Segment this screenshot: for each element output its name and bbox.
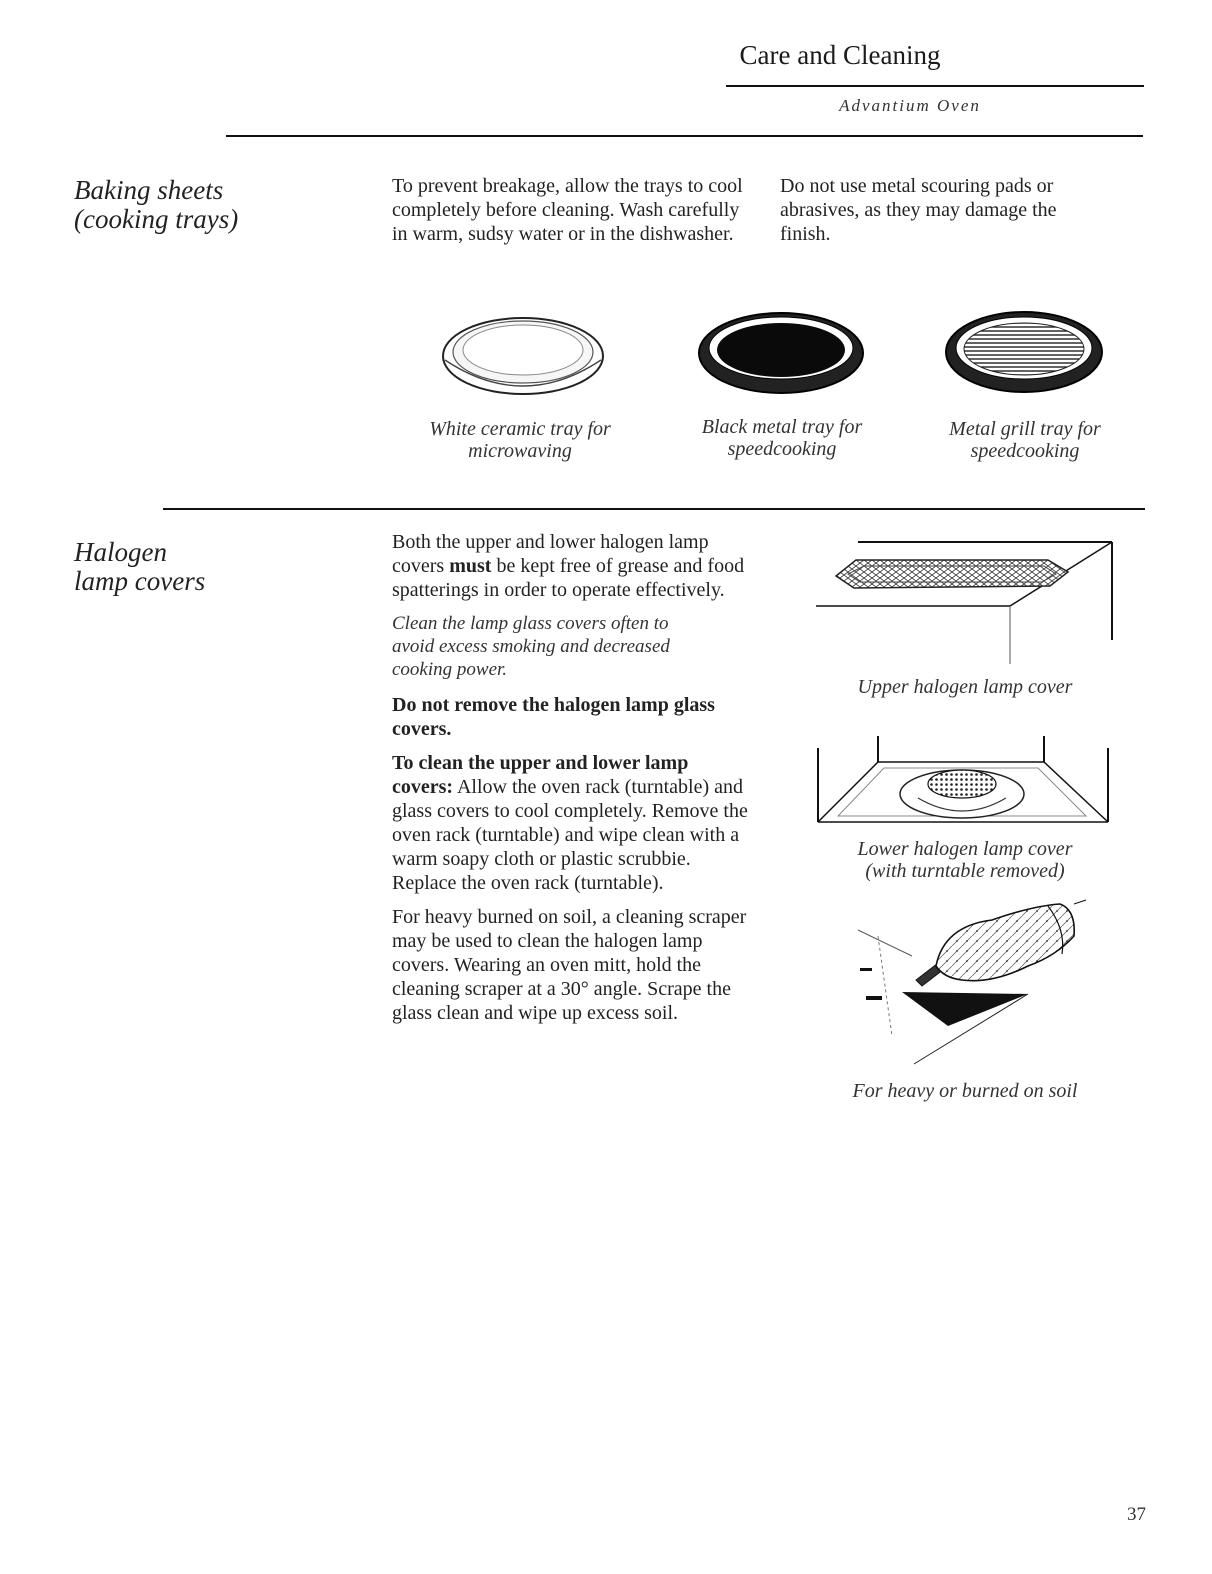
- halogen-paragraph-1: [392, 530, 752, 602]
- p1-text-a: Both the upper and lower halogen lamp covers: [392, 531, 709, 577]
- clean-heading: To clean the upper and lower lamp covers:: [392, 752, 689, 798]
- baking-text-col1: To prevent breakage, allow the trays to cool completely before cleaning. Wash carefully in warm, sudsy water or in the dishwasher.: [392, 175, 743, 245]
- halogen-warning: Do not remove the halogen lamp glass covers.: [392, 694, 715, 740]
- metal-grill-tray-image: [944, 305, 1104, 395]
- heavy-soil-caption: For heavy or burned on soil: [852, 1080, 1078, 1102]
- black-tray-caption-line1: Black metal tray for: [701, 416, 863, 438]
- page-number: 37: [1127, 1504, 1146, 1525]
- page-title: Care and Cleaning: [739, 40, 941, 70]
- grill-tray-caption-line1: Metal grill tray for: [949, 418, 1101, 440]
- upper-lamp-cover-image: [816, 536, 1116, 666]
- p1-must: must: [449, 555, 492, 577]
- top-rule: [226, 135, 1143, 137]
- white-ceramic-tray-image: [440, 308, 606, 398]
- halogen-note: Clean the lamp glass covers often to avoid excess smoking and decreased cooking power.: [392, 613, 670, 680]
- black-metal-tray-image: [696, 306, 866, 396]
- black-tray-caption: [664, 416, 900, 460]
- lower-lamp-cover-image: [814, 732, 1114, 832]
- section-divider: [163, 508, 1145, 510]
- oven-mitt-scraper-image: [852, 896, 1092, 1068]
- baking-sheets-heading: [74, 176, 334, 234]
- grill-tray-caption: [910, 418, 1140, 462]
- baking-heading-line1: Baking sheets: [74, 175, 224, 205]
- baking-heading-line2: (cooking trays): [74, 204, 239, 234]
- halogen-heading-line2: lamp covers: [74, 566, 206, 596]
- halogen-body: [392, 530, 752, 1025]
- white-tray-caption: [400, 418, 640, 462]
- halogen-heading-line1: Halogen: [74, 537, 167, 567]
- white-tray-caption-line2: microwaving: [468, 440, 572, 462]
- upper-lamp-caption: Upper halogen lamp cover: [857, 676, 1073, 698]
- grill-tray-caption-line2: speedcooking: [970, 440, 1080, 462]
- halogen-heading: [74, 538, 324, 596]
- white-tray-caption-line1: White ceramic tray for: [429, 418, 611, 440]
- black-tray-caption-line2: speedcooking: [727, 438, 837, 460]
- page-subtitle: Advantium Oven: [839, 96, 981, 115]
- halogen-clean-paragraph: [392, 751, 752, 895]
- clean-text: Allow the oven rack (turntable) and glass covers to cool completely. Remove the oven rack (turntable) and wipe clean with a warm soapy cloth or plastic scrubbie. Replace the oven rack (turntable).: [392, 776, 748, 894]
- lower-lamp-caption-line2: (with turntable removed): [865, 860, 1065, 882]
- lower-lamp-caption-line1: Lower halogen lamp cover: [857, 838, 1073, 860]
- header-rule: [726, 85, 1144, 87]
- p1-text-b: be kept free of grease and food spatterings in order to operate effectively.: [392, 555, 745, 601]
- baking-text-col2: Do not use metal scouring pads or abrasives, as they may damage the finish.: [780, 175, 1057, 245]
- lower-lamp-caption: [820, 838, 1110, 882]
- halogen-heavy-paragraph: For heavy burned on soil, a cleaning scraper may be used to clean the halogen lamp covers. Wearing an oven mitt, hold the cleaning scraper at a 30° angle. Scrape the glass clean and wipe up excess soil.: [392, 906, 747, 1024]
